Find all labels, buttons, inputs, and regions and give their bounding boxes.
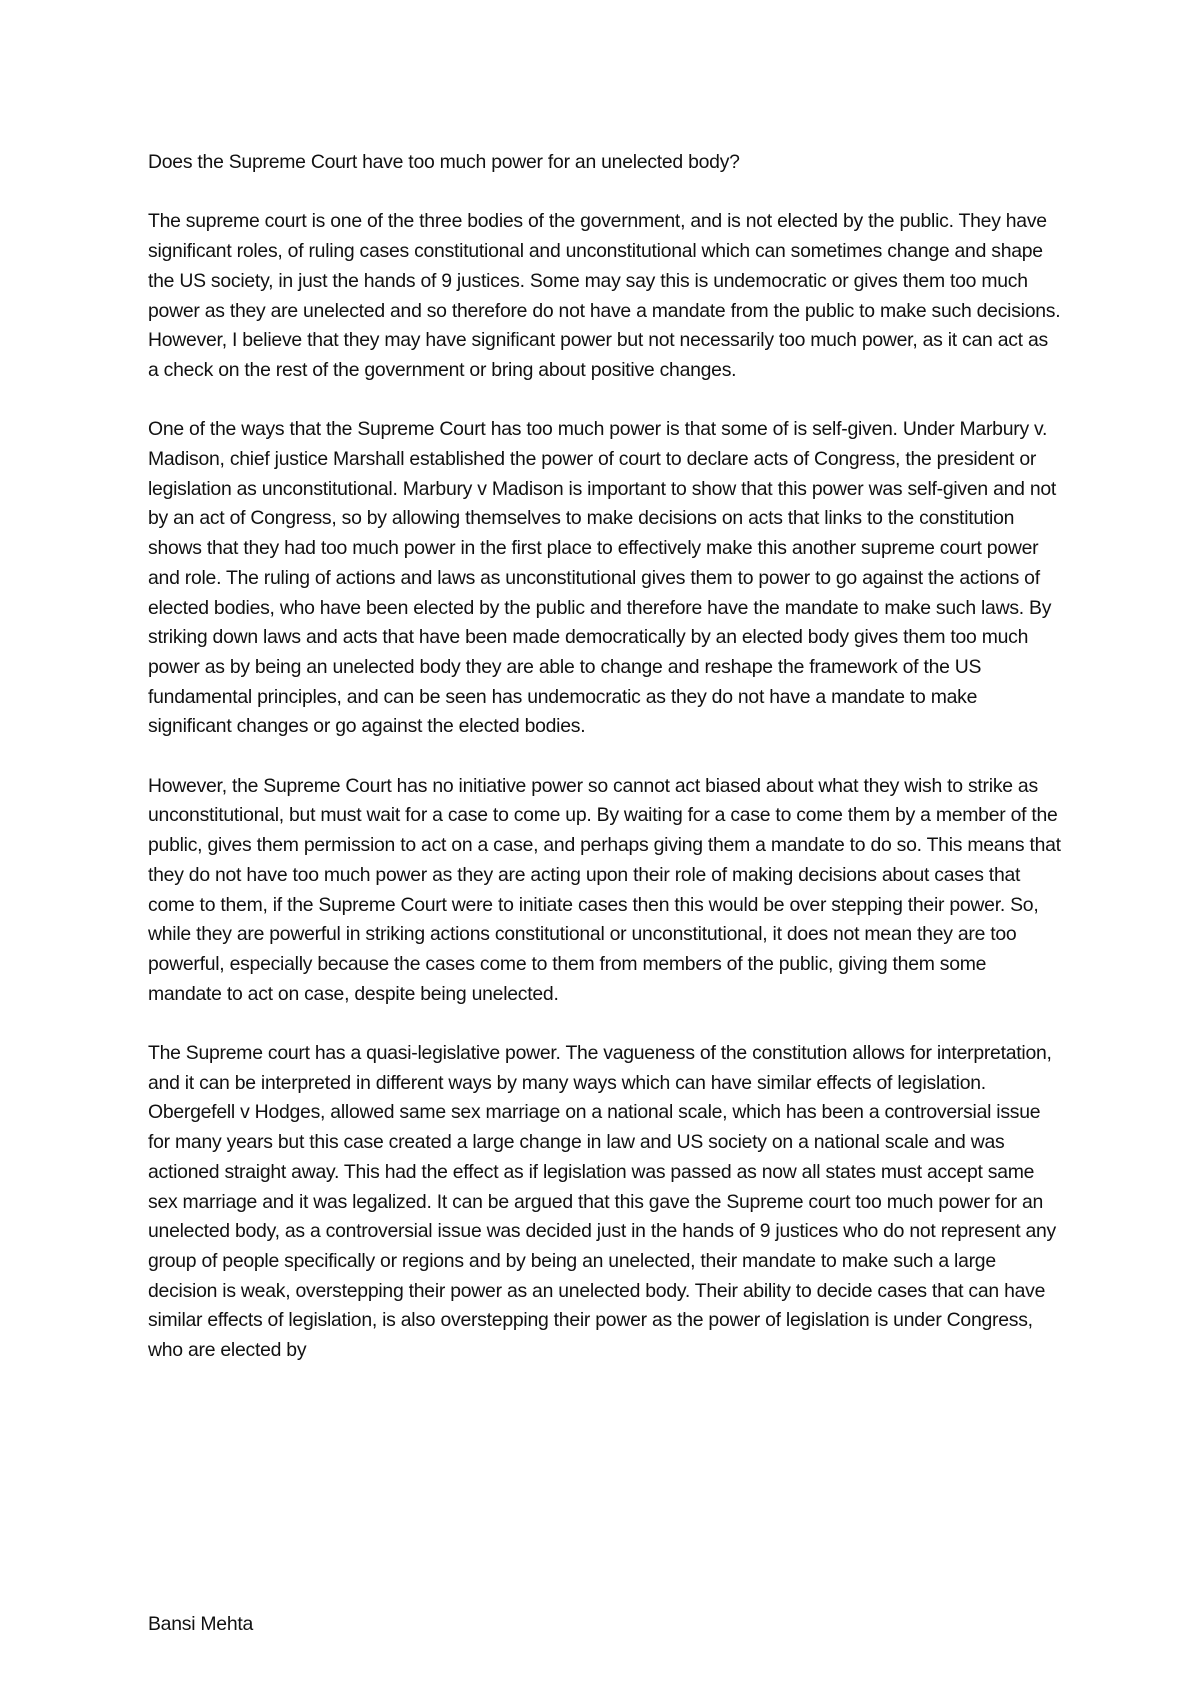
document-body (148, 148, 1063, 1395)
paragraph-introduction: The supreme court is one of the three bodies of the government, and is not elected by the public. They have significant roles, of ruling cases constitutional and unconstitutional which can sometimes change and shape the US society, in just the hands of 9 justices. Some may say this is undemocratic or gives them too much power as they are unelected and so therefore do not have a mandate from the public to make such decisions. However, I believe that they may have significant power but not necessarily too much power, as it can act as a check on the rest of the government or bring about positive changes. (148, 210, 1061, 381)
essay-question: Does the Supreme Court have too much power for an unelected body? (148, 151, 740, 173)
author-name: Bansi Mehta (148, 1613, 254, 1635)
paragraph-self-given-power: One of the ways that the Supreme Court has too much power is that some of is self-given. Under Marbury v. Madison, chief justice Marshall established the power of court to declare acts of Congress, the president or legislation as unconstitutional. Marbury v Madison is important to show that this power was self-given and not by an act of Congress, so by allowing themselves to make decisions on acts that links to the constitution shows that they had too much power in the first place to effectively make this another supreme court power and role. The ruling of actions and laws as unconstitutional gives them to power to go against the actions of elected bodies, who have been elected by the public and therefore have the mandate to make such laws. By striking down laws and acts that have been made democratically by an elected body gives them too much power as by being an unelected body they are able to change and reshape the framework of the US fundamental principles, and can be seen has undemocratic as they do not have a mandate to make significant changes or go against the elected bodies. (148, 418, 1057, 738)
paragraph-no-initiative-power: However, the Supreme Court has no initiative power so cannot act biased about what they wish to strike as unconstitutional, but must wait for a case to come up. By waiting for a case to come them by a member of the public, gives them permission to act on a case, and perhaps giving them a mandate to do so. This means that they do not have too much power as they are acting upon their role of making decisions about cases that come to them, if the Supreme Court were to initiate cases then this would be over stepping their power. So, while they are powerful in striking actions constitutional or unconstitutional, it does not mean they are too powerful, especially because the cases come to them from members of the public, giving them some mandate to act on case, despite being unelected. (148, 774, 1061, 1005)
paragraph-quasi-legislative-power: The Supreme court has a quasi-legislative power. The vagueness of the constitution allows for interpretation, and it can be interpreted in different ways by many ways which can have similar effects of legislation. Obergefell v Hodges, allowed same sex marriage on a national scale, which has been a controversial issue for many years but this case created a large change in law and US society on a national scale and was actioned straight away. This had the effect as if legislation was passed as now all states must accept same sex marriage and it was legalized. It can be argued that this gave the Supreme court too much power for an unelected body, as a controversial issue was decided just in the hands of 9 justices who do not represent any group of people specifically or regions and by being an unelected, their mandate to make such a large decision is weak, overstepping their power as an unelected body. Their ability to decide cases that can have similar effects of legislation, is also overstepping their power as the power of legislation is under Congress, who are elected by (148, 1042, 1057, 1362)
